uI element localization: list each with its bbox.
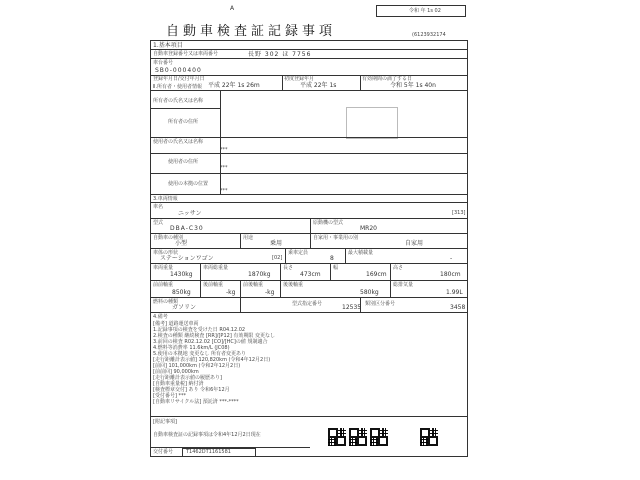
issue-number-label: 交付番号: [153, 449, 174, 455]
width-value: 169cm: [366, 271, 387, 278]
remark-line: [受付番号] ***: [153, 393, 186, 399]
maker-value: ニッサン: [178, 210, 202, 217]
body-label: 車体の形状: [153, 250, 179, 256]
expiry-label: 有効期間の満了する日: [362, 76, 413, 82]
rear-rear-axle-value: 580kg: [360, 289, 379, 296]
front-front-axle-label: 前前軸重: [153, 282, 174, 288]
sec4-heading: 4.備考: [153, 314, 168, 320]
use-label: 用途: [243, 235, 254, 241]
reg-number-value: 長野 302 ほ 7756: [248, 51, 312, 58]
stamp-box: [376, 5, 466, 17]
remark-line: [検査標章交付] あり 令和6年12月: [153, 387, 230, 393]
rear-front-axle-label: 後前軸重: [203, 282, 224, 288]
doc-number: (6123932174: [412, 32, 446, 38]
rear-front-axle-value: -kg: [226, 289, 236, 296]
expiry-value: 令和 5年 1s 40n: [390, 82, 436, 89]
private-value: 自家用: [405, 240, 424, 247]
capacity-value: 8: [330, 255, 334, 262]
owner-name-label: 所有者の氏名又は名称: [153, 98, 204, 104]
front-rear-axle-value: -kg: [265, 289, 275, 296]
owner-address-label: 所有者の住所: [168, 119, 199, 125]
sec5-heading: [附記事項]: [153, 419, 177, 425]
sec1-heading: 1.基本項目: [153, 42, 183, 49]
note-line: 自動車検査証の記録事項は令和4年12月2日現在: [153, 432, 261, 438]
first-reg-value: 平成 22年 1s: [300, 82, 337, 89]
qr-code-4: [420, 428, 438, 446]
remarks-block: [153, 321, 275, 405]
model-label: 型式: [153, 220, 164, 226]
height-value: 180cm: [440, 271, 461, 278]
remark-line: 1.記録事項の検査を受けた日 R04.12.02: [153, 327, 246, 333]
class-label: 自動車の種別: [153, 235, 184, 241]
body-value: ステーションワゴン: [160, 255, 214, 262]
reg-date-label: 登録年月日/交付年月日: [153, 76, 205, 82]
max-load-value: -: [450, 255, 453, 262]
qr-code-2: [349, 428, 367, 446]
max-load-label: 最大積載量: [348, 250, 374, 256]
chassis-label: 車台番号: [153, 60, 174, 66]
remark-line: 2.検査の種類 継続検査 [RR]/[P12] 有効期限 変更なし: [153, 333, 275, 339]
use-value: 乗用: [270, 240, 283, 247]
stamp-text: 令和 年 1s 02: [409, 8, 441, 14]
user-address-label: 使用者の住所: [168, 159, 199, 165]
base-location-label: 使用の本拠の位置: [168, 181, 209, 187]
remark-line: 3.前回の検査 R02.12.02 [CO]/[HC]の値 規制適合: [153, 339, 268, 345]
page-title: 自動車検査証記録事項: [166, 24, 337, 39]
remark-line: [備考] 道路運送車両: [153, 321, 199, 327]
capacity-label: 乗車定員: [288, 250, 309, 256]
user-name-value: ***: [220, 147, 228, 153]
engine-label: 原動機の型式: [313, 220, 344, 226]
fuel-value: ガソリン: [172, 304, 197, 311]
body-code: [02]: [272, 255, 283, 261]
first-reg-label: 初度登録年月: [284, 76, 315, 82]
owner-address-box: [346, 107, 398, 139]
front-rear-axle-label: 前後軸重: [243, 282, 264, 288]
user-name-label: 使用者の氏名又は名称: [153, 139, 204, 145]
model-value: DBA-C30: [170, 225, 204, 232]
reg-number-label: 自動車登録番号又は車両番号: [153, 51, 219, 57]
reg-date-value: 平成 22年 1s 26m: [208, 82, 260, 89]
weight-label: 車両重量: [153, 265, 174, 271]
private-label: 自家用・事業用の別: [313, 235, 359, 241]
remark-line: [前前回] 90,000km: [153, 369, 199, 375]
front-front-axle-value: 850kg: [172, 289, 191, 296]
user-address-value: ***: [220, 165, 228, 171]
qr-code-1: [328, 428, 346, 446]
remark-line: 4.燃料等消費率 11.6km/L (JC08): [153, 345, 230, 351]
base-location-value: ***: [220, 188, 228, 194]
gross-label: 車両総重量: [203, 265, 229, 271]
category-number-label: 類別区分番号: [365, 301, 396, 307]
height-label: 高さ: [393, 265, 404, 271]
ownership-note: Ⅱ.所有者・使用者情報: [153, 84, 203, 90]
remark-line: [前回] 101,000km (令和2年12月2日): [153, 363, 241, 369]
width-label: 幅: [333, 265, 339, 271]
category-number-value: 3458: [450, 304, 466, 311]
weight-value: 1430kg: [170, 271, 193, 278]
remark-line: [自動車重量税] 納付済: [153, 381, 204, 387]
issue-number-box: [182, 448, 256, 457]
type-number-label: 型式指定番号: [292, 301, 323, 307]
chassis-value: SB0-000400: [155, 67, 202, 74]
class-value: 小型: [175, 240, 188, 247]
rear-rear-axle-label: 後後軸重: [283, 282, 304, 288]
length-value: 473cm: [300, 271, 321, 278]
displacement-value: 1.99L: [446, 289, 463, 296]
engine-value: MR20: [360, 225, 377, 232]
maker-label: 車名: [153, 204, 164, 210]
corner-mark: A: [230, 5, 235, 12]
remark-line: [自動車リサイクル法] 預託済 ***-****: [153, 399, 239, 405]
type-number-value: 12535: [342, 304, 362, 311]
maker-code: [313]: [452, 210, 466, 216]
remark-line: [走行距離計表示値の履歴あり]: [153, 375, 222, 381]
remark-line: 5.使用の本拠地 変更なし 所有者変更あり: [153, 351, 246, 357]
document-page: [150, 5, 468, 465]
displacement-label: 総排気量: [393, 282, 414, 288]
issue-number-value: T1462DT1161581: [186, 449, 231, 455]
qr-code-3: [370, 428, 388, 446]
remark-line: [走行距離計表示値] 120,820km (令和4年12月2日): [153, 357, 271, 363]
gross-value: 1870kg: [248, 271, 271, 278]
fuel-label: 燃料の種類: [153, 299, 179, 305]
length-label: 長さ: [283, 265, 294, 271]
sec3-heading: 3.車両情報: [153, 196, 178, 202]
